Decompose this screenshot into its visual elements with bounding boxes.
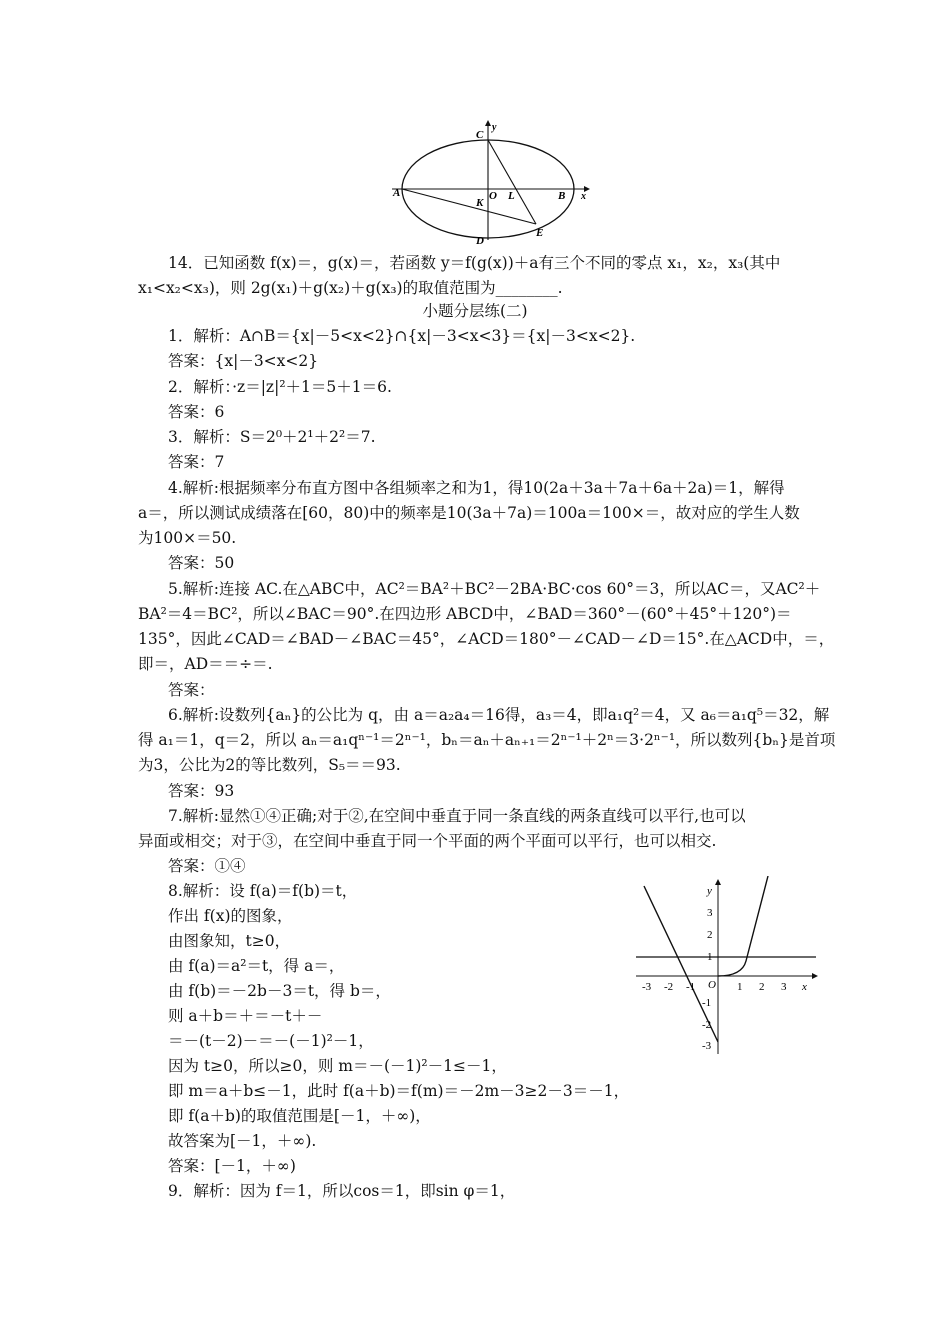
solution-3: 3．解析：S＝2⁰＋2¹＋2²＝7.	[168, 428, 376, 446]
solution-2: 2．解析：·z＝|z|²＋1＝5＋1＝6.	[168, 378, 392, 396]
solution-4-line-1: 4.解析:根据频率分布直方图中各组频率之和为1，得10(2a＋3a＋7a＋6a＋2a)＝1，解得	[168, 479, 785, 497]
answer-3: 答案：7	[168, 453, 225, 471]
solution-6-line-3: 为3，公比为2的等比数列，S₅＝＝93.	[138, 756, 401, 774]
x-axis-arrow	[812, 973, 818, 979]
y-tick-neg3: -3	[702, 1040, 712, 1052]
solution-5-line-3: 135°，因此∠CAD＝∠BAD－∠BAC＝45°，∠ACD＝180°－∠CAD－∠D＝15°.在△ACD中，＝，	[138, 630, 835, 648]
solution-8-line-7: ＝－(t－2)－＝－(－1)²－1，	[168, 1032, 374, 1050]
y-tick-neg2: -2	[702, 1019, 712, 1031]
solution-8-line-6: 则 a＋b＝＋＝－t＋－	[168, 1007, 323, 1025]
y-tick-2: 2	[707, 929, 713, 941]
solution-8-line-5: 由 f(b)＝－2b－3＝t，得 b＝，	[168, 982, 391, 1000]
label-c: C	[476, 129, 484, 141]
label-l: L	[508, 190, 515, 202]
x-tick-3: 3	[781, 981, 787, 993]
solution-8-line-8: 因为 t≥0，所以≥0，则 m＝－(－1)²－1≤－1，	[168, 1057, 507, 1075]
solution-8-line-1: 8.解析：设 f(a)＝f(b)＝t，	[168, 882, 358, 900]
y-axis-arrow	[485, 120, 491, 126]
x-tick-neg3: -3	[642, 981, 652, 993]
segment-ae	[402, 189, 536, 224]
section-title: 小题分层练(二)	[422, 302, 528, 320]
solution-8-line-3: 由图象知，t≥0，	[168, 932, 291, 950]
solution-4-line-3: 为100×＝50.	[138, 529, 237, 547]
solution-1: 1．解析：A∩B＝{x|－5<x<2}∩{x|－3<x<3}＝{x|－3<x<2}.	[168, 327, 636, 345]
x-label: x	[802, 981, 807, 993]
label-y: y	[492, 122, 497, 133]
solution-7-line-2: 异面或相交；对于③，在空间中垂直于同一个平面的两个平面可以平行，也可以相交.	[138, 832, 717, 850]
answer-4: 答案：50	[168, 554, 235, 572]
y-label: y	[707, 885, 712, 897]
label-d: D	[476, 235, 484, 247]
answer-6: 答案：93	[168, 782, 235, 800]
solution-4-line-2: a＝，所以测试成绩落在[60，80)中的频率是10(3a＋7a)＝100a＝100×＝，故对应的学生人数	[138, 504, 800, 522]
answer-8: 答案：[－1，＋∞)	[168, 1157, 296, 1175]
solution-9-line-1: 9．解析：因为 f＝1，所以cos＝1，即sin φ＝1，	[168, 1182, 516, 1200]
parabola-branch	[718, 876, 768, 976]
question-14-line-1: 14．已知函数 f(x)＝，g(x)＝，若函数 y＝f(g(x))＋a有三个不同的零点 x₁，x₂，x₃(其中	[168, 254, 781, 272]
question-14-line-2: x₁<x₂<x₃)，则 2g(x₁)＋g(x₂)＋g(x₃)的取值范围为________.	[138, 279, 563, 297]
solution-5-line-4: 即＝，AD＝＝÷＝.	[138, 655, 273, 673]
label-o: O	[489, 190, 497, 202]
answer-2: 答案：6	[168, 403, 225, 421]
answer-5: 答案：	[168, 681, 215, 699]
x-tick-neg1: -1	[686, 981, 696, 993]
label-a: A	[393, 187, 401, 199]
solution-8-line-4: 由 f(a)＝a²＝t，得 a＝，	[168, 957, 345, 975]
origin-label: O	[708, 979, 716, 991]
x-tick-2: 2	[759, 981, 765, 993]
y-tick-1: 1	[707, 951, 713, 963]
answer-1: 答案：{x|－3<x<2}	[168, 352, 319, 370]
y-tick-3: 3	[707, 907, 713, 919]
y-tick-neg1: -1	[702, 997, 712, 1009]
label-x: x	[581, 191, 586, 202]
solution-8-line-10: 即 f(a＋b)的取值范围是[－1，＋∞)，	[168, 1107, 431, 1125]
solution-7-line-1: 7.解析:显然①④正确;对于②,在空间中垂直于同一条直线的两条直线可以平行,也可以	[168, 807, 746, 825]
solution-5-line-2: BA²＝4＝BC²，所以∠BAC＝90°.在四边形 ABCD中，∠BAD＝360°－(60°＋45°＋120°)＝	[138, 605, 792, 623]
label-k: K	[476, 197, 484, 209]
x-tick-neg2: -2	[664, 981, 674, 993]
function-graph	[632, 876, 822, 1058]
answer-7: 答案：①④	[168, 857, 246, 875]
label-e: E	[536, 227, 544, 239]
x-tick-1: 1	[737, 981, 743, 993]
ellipse-figure	[388, 118, 598, 248]
label-b: B	[558, 190, 566, 202]
y-axis-arrow	[715, 879, 721, 885]
solution-6-line-1: 6.解析:设数列{aₙ}的公比为 q，由 a＝a₂a₄＝16得，a₃＝4，即a₁q²＝4，又 a₆＝a₁q⁵＝32，解	[168, 706, 830, 724]
solution-8-line-2: 作出 f(x)的图象，	[168, 907, 293, 925]
solution-8-line-9: 即 m＝a＋b≤－1，此时 f(a＋b)＝f(m)＝－2m－3≥2－3＝－1，	[168, 1082, 630, 1100]
segment-ce	[488, 140, 536, 224]
solution-5-line-1: 5.解析:连接 AC.在△ABC中，AC²＝BA²＋BC²－2BA·BC·cos 60°＝3，所以AC＝，又AC²＋	[168, 580, 821, 598]
solution-6-line-2: 得 a₁＝1，q＝2，所以 aₙ＝a₁qⁿ⁻¹＝2ⁿ⁻¹，bₙ＝aₙ＋aₙ₊₁＝2ⁿ⁻¹＋2ⁿ＝3·2ⁿ⁻¹，所以数列{bₙ}是首项	[138, 731, 836, 749]
solution-8-line-11: 故答案为[－1，＋∞).	[168, 1132, 317, 1150]
